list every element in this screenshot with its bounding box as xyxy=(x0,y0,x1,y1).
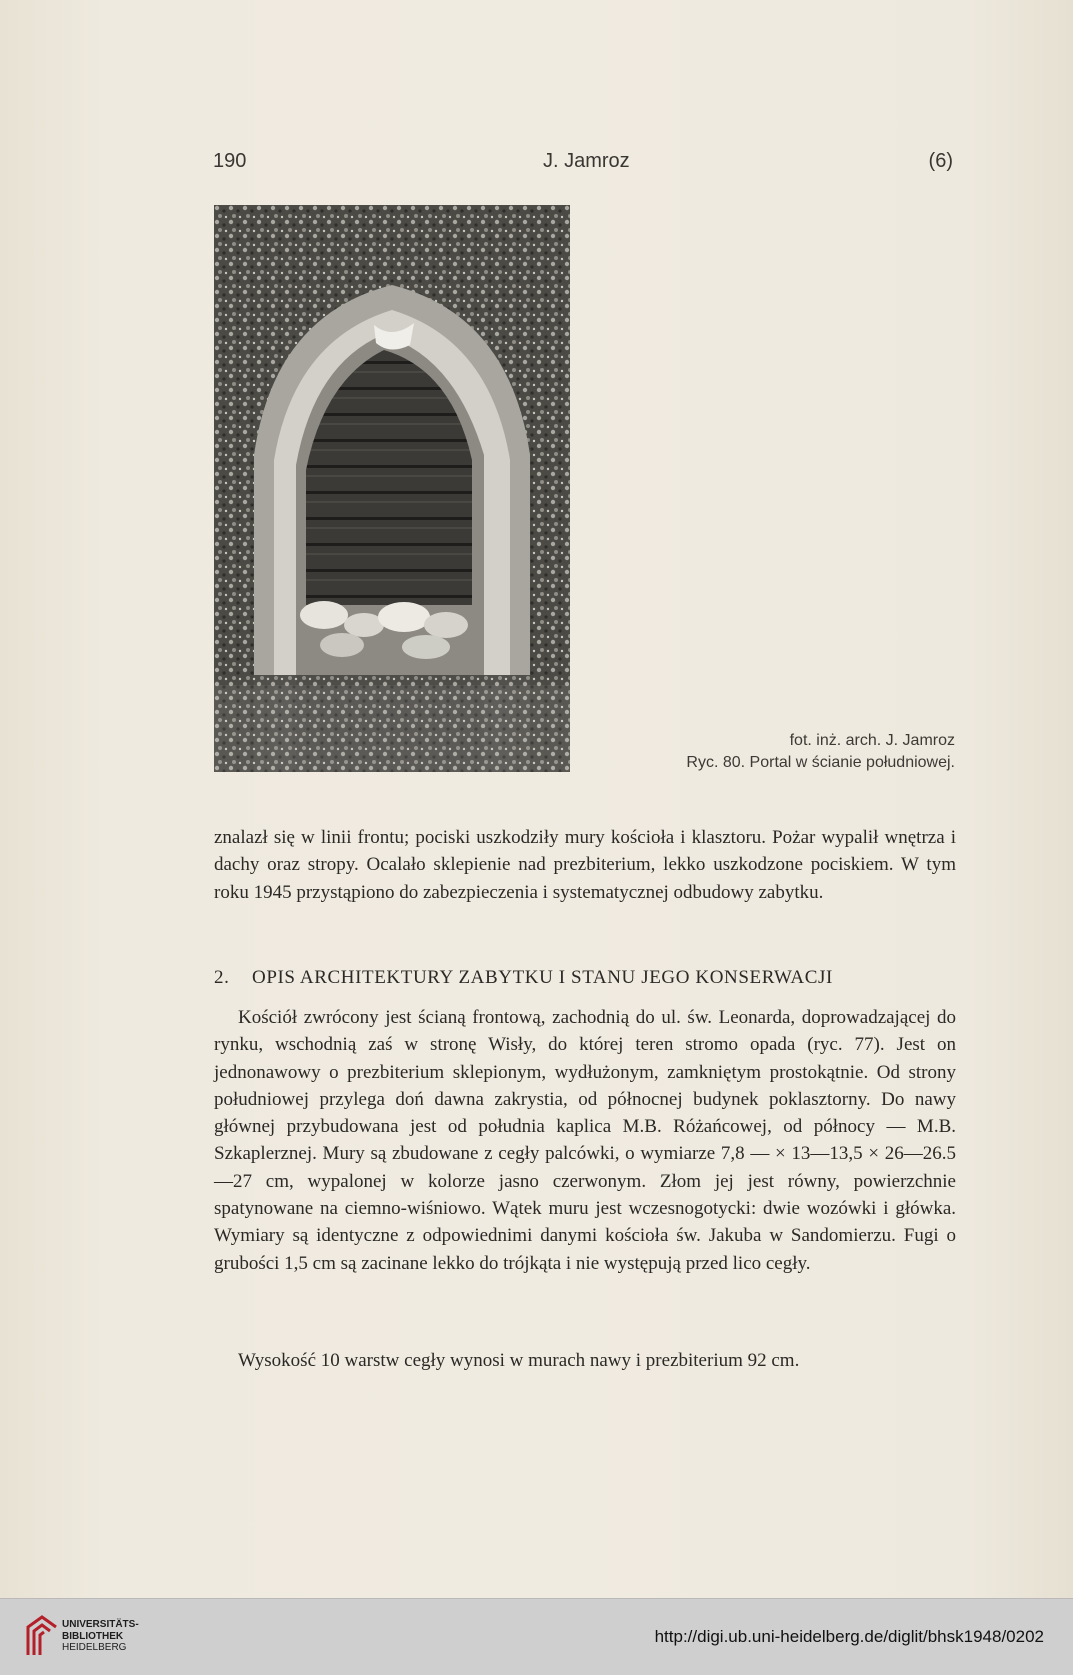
paragraph: znalazł się w linii frontu; pociski uszkodziły mury kościoła i klasztoru. Pożar wypalił wnętrza i dachy oraz stropy. Ocalało sklepienie nad prezbiterium, lekko uszkodzone pociskiem. W tym roku 1945 przystąpiono do zabezpieczenia i systematycznej odbudowy zabytku. xyxy=(214,827,956,903)
running-head-section-number: (6) xyxy=(928,150,953,172)
running-head xyxy=(213,150,953,180)
running-head-author: J. Jamroz xyxy=(543,150,630,172)
viewer-footer xyxy=(0,1598,1073,1675)
section-heading xyxy=(214,967,956,989)
source-url-link[interactable]: http://digi.ub.uni-heidelberg.de/diglit/bhsk1948/0202 xyxy=(654,1627,1044,1646)
photo-credit: fot. inż. arch. J. Jamroz xyxy=(789,732,955,749)
paragraph: Kościół zwrócony jest ścianą frontową, zachodnią do ul. św. Leonarda, doprowadzającej do rynku, wschodnią zaś w stronę Wisły, do której teren stromo opada (ryc. 77). Jest on jednonawowy o prezbiterium sklepionym, wydłużonym, zamkniętym prostokątnie. Od strony południowej przylega doń dawna zakrystia, od północnej budynek poklasztorny. Do nawy głównej przybudowana jest od południa kaplica M.B. Różańcowej, od północy — M.B. Szkaplerznej. Mury są zbudowane z cegły palcówki, o wymiarze 7,8 — × 13—13,5 × 26—26.5 —27 cm, wypalonej w kolorze jasno czerwonym. Złom jej jest równy, powierzchnie spatynowane na ciemno-wiśniowo. Wątek muru jest wczesnogotycki: dwie wozówki i główka. Wymiary są identyczne z odpowiednimi danymi kościoła św. Jakuba w Sandomierzu. Fugi o grubości 1,5 cm są zacinane lekko do trójkąta i nie występują przed lico cegły. xyxy=(214,1007,956,1274)
figure-caption-text: Ryc. 80. Portal w ścianie południowej. xyxy=(686,754,955,771)
figure-caption xyxy=(686,730,955,774)
library-name-line: HEIDELBERG xyxy=(62,1642,127,1653)
section-heading-title: OPIS ARCHITEKTURY ZABYTKU I STANU JEGO KONSERWACJI xyxy=(252,967,833,988)
paragraph: Wysokość 10 warstw cegły wynosi w murach nawy i prezbiterium 92 cm. xyxy=(238,1350,800,1371)
section-heading-number: 2. xyxy=(214,967,230,988)
page-number: 190 xyxy=(213,150,247,172)
library-name-line: BIBLIOTHEK xyxy=(62,1630,124,1642)
portal-photograph xyxy=(214,205,570,772)
university-library-logo-icon[interactable] xyxy=(22,1611,62,1661)
library-name[interactable] xyxy=(62,1619,139,1654)
library-name-line: UNIVERSITÄTS- xyxy=(62,1619,139,1630)
